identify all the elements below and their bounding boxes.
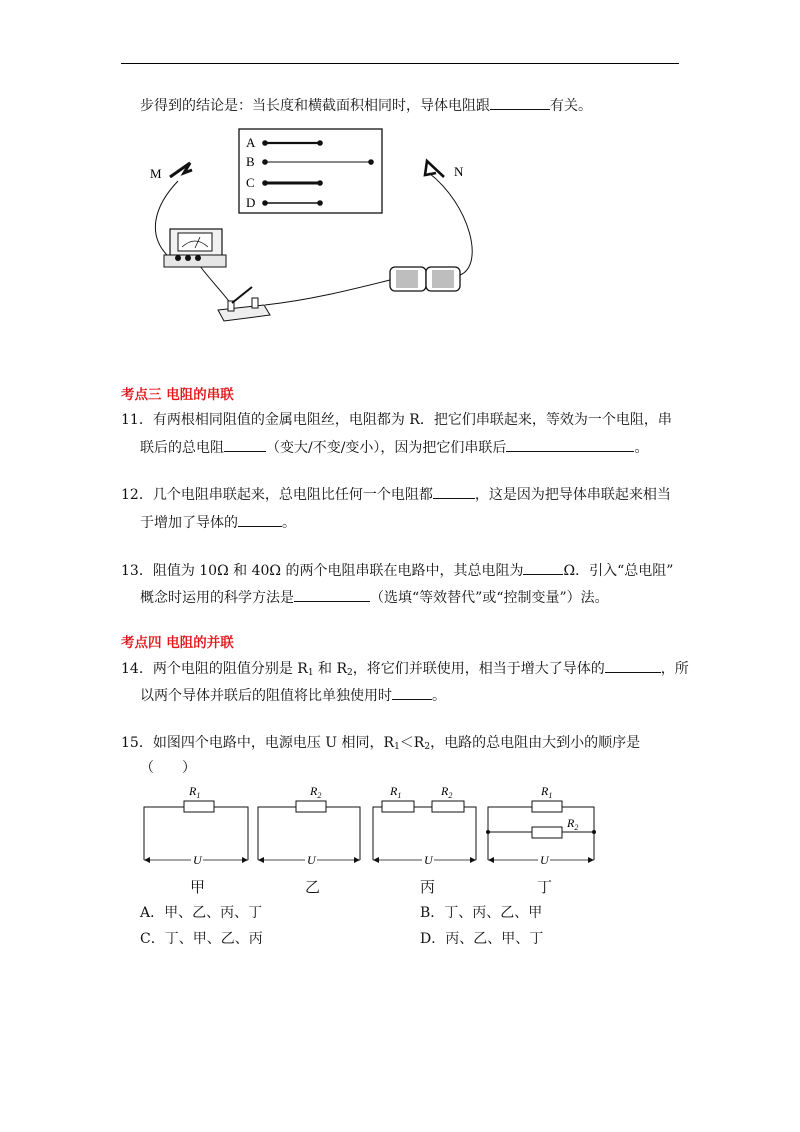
resistor-r2 <box>432 801 464 812</box>
blank[interactable] <box>294 587 370 602</box>
blank[interactable] <box>523 560 563 575</box>
resistor-label: $R_2$ <box>567 816 579 832</box>
circuit-caption: 乙 <box>305 878 321 896</box>
question-11 <box>121 410 672 430</box>
circuits-figure <box>140 780 600 870</box>
section-title: 考点三 电阻的串联 <box>121 387 234 403</box>
option-key: C． <box>140 931 165 947</box>
subscript: 2 <box>347 668 353 678</box>
question-13-line2 <box>140 587 609 608</box>
option-b[interactable] <box>420 903 542 923</box>
question-number: 12． <box>121 487 153 503</box>
question-text: Ω．引入“总电阻” <box>563 563 674 579</box>
wire-label-a: A <box>246 135 256 150</box>
question-text: 。 <box>634 440 649 456</box>
blank[interactable] <box>224 437 266 452</box>
ammeter-icon <box>164 229 226 267</box>
option-d[interactable] <box>420 929 543 949</box>
question-text: （选填“等效替代”或“控制变量”）法。 <box>370 590 609 606</box>
resistor-label: $R_1$ <box>189 784 201 800</box>
resistor-label: $R_1$ <box>541 784 553 800</box>
question-text: 两个电阻的阻值分别是 R <box>152 661 308 677</box>
voltage-label: U <box>307 853 316 867</box>
question-15 <box>121 733 640 757</box>
question-text: 几个电阻串联起来，总电阻比任何一个电阻都 <box>152 487 433 503</box>
option-text: 丁、丙、乙、甲 <box>444 905 543 921</box>
question-text: （变大/不变/变小），因为把它们串联后 <box>266 440 507 456</box>
clip-n-icon <box>425 161 444 177</box>
question-text: 如图四个电路中，电源电压 U 相同，R <box>152 735 395 751</box>
option-key: A． <box>140 905 165 921</box>
wire-label-b: B <box>246 154 255 169</box>
intro-line <box>140 95 592 116</box>
blank[interactable] <box>490 95 550 110</box>
question-text: 。 <box>432 688 446 704</box>
clip-m-icon <box>170 163 192 177</box>
question-text: ，将它们并联使用，相当于增大了导体的 <box>352 661 605 677</box>
resistor-r2 <box>532 827 562 838</box>
voltage-label: U <box>540 853 549 867</box>
circuit-jia <box>144 784 248 867</box>
circuit-caption: 丙 <box>420 878 436 896</box>
question-text: 和 R <box>313 661 348 677</box>
question-text: 以两个导体并联后的阻值将比单独使用时 <box>140 688 392 704</box>
resistor-r1 <box>184 801 214 812</box>
blank[interactable] <box>605 658 661 673</box>
circuit-caption: 甲 <box>190 878 206 896</box>
answer-paren[interactable]: （ ） <box>140 760 196 776</box>
question-number: 15． <box>121 735 153 751</box>
question-text: ，这是因为把导体串联起来相当 <box>474 487 671 503</box>
blank[interactable] <box>506 437 634 452</box>
resistor-label: $R_2$ <box>310 784 322 800</box>
resistor-r1 <box>382 801 414 812</box>
question-14 <box>121 658 689 683</box>
question-number: 14． <box>121 661 153 677</box>
option-text: 丙、乙、甲、丁 <box>445 931 544 947</box>
experiment-figure <box>140 125 480 330</box>
question-14-line2 <box>140 685 446 706</box>
resistor-label: $R_1$ <box>390 784 402 800</box>
question-text: 。 <box>282 515 296 531</box>
question-text: 有两根相同阻值的金属电阻丝，电阻都为 R．把它们串联起来，等效为一个电阻，串 <box>152 412 672 428</box>
wire-c <box>262 180 323 186</box>
question-12-line2 <box>140 512 296 533</box>
clip-label-n: N <box>454 164 464 179</box>
option-text: 甲、乙、丙、丁 <box>164 905 263 921</box>
blank[interactable] <box>433 484 475 499</box>
clip-label-m: M <box>150 166 162 181</box>
question-number: 13． <box>121 563 153 579</box>
option-text: 丁、甲、乙、丙 <box>164 931 263 947</box>
question-text: ，所 <box>660 661 689 677</box>
question-text: ，电路的总电阻由大到小的顺序是 <box>430 735 641 751</box>
option-key: B． <box>420 905 445 921</box>
question-text: 于增加了导体的 <box>140 515 238 531</box>
circuit-ding <box>486 784 596 867</box>
wire-label-c: C <box>246 175 255 190</box>
header-rule <box>121 63 679 64</box>
option-a[interactable] <box>140 903 262 923</box>
lead-wire <box>265 280 390 305</box>
wire-label-d: D <box>246 195 256 210</box>
voltage-label: U <box>193 853 202 867</box>
blank[interactable] <box>238 512 282 527</box>
resistor-label: $R_2$ <box>441 784 453 800</box>
question-number: 11． <box>121 412 153 428</box>
subscript: 1 <box>394 742 400 752</box>
circuit-yi <box>258 784 360 867</box>
blank[interactable] <box>392 685 432 700</box>
battery-icon <box>390 267 460 291</box>
question-text: 阻值为 10Ω 和 40Ω 的两个电阻串联在电路中，其总电阻为 <box>152 563 524 579</box>
resistor-r1 <box>532 801 562 812</box>
circuit-bing <box>373 784 476 867</box>
intro-text: 步得到的结论是：当长度和横截面积相同时，导体电阻跟 <box>140 98 490 114</box>
lead-wire <box>429 173 472 275</box>
option-key: D． <box>420 931 446 947</box>
question-text: 联后的总电阻 <box>140 440 224 456</box>
question-13 <box>121 560 673 581</box>
resistor-r2 <box>296 801 326 812</box>
question-11-line2 <box>140 437 648 458</box>
wire-board <box>239 129 382 213</box>
wire-b <box>262 159 374 165</box>
subscript: 1 <box>307 668 314 678</box>
wire-a <box>262 140 323 146</box>
subscript: 2 <box>424 742 431 752</box>
intro-text-end: 有关。 <box>550 98 592 114</box>
wire-d <box>262 200 323 206</box>
voltage-label: U <box>424 853 433 867</box>
circuit-caption: 丁 <box>537 878 553 896</box>
question-12 <box>121 484 671 505</box>
question-text: ＜R <box>399 735 425 751</box>
switch-icon <box>218 287 270 321</box>
question-text: 概念时运用的科学方法是 <box>140 590 294 606</box>
section-title: 考点四 电阻的并联 <box>121 635 234 651</box>
option-c[interactable] <box>140 929 263 949</box>
